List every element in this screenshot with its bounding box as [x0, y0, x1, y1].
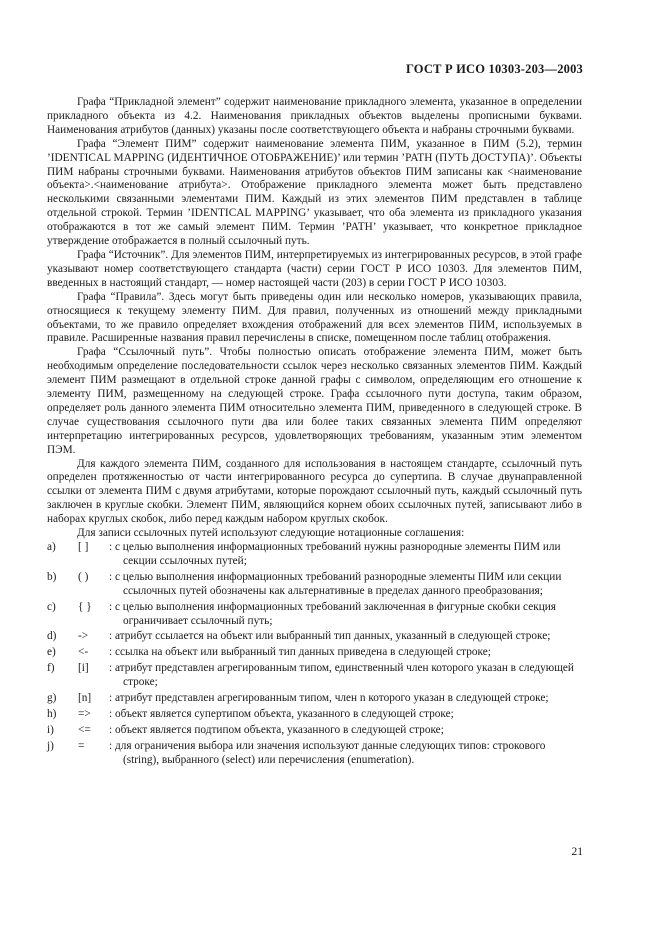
paragraph-application-element: Графа “Прикладной элемент” содержит наименование прикладного элемента, указанное в определении прикладного объекта из 4.2. Наименования прикладных объектов выделены прописными буквами. Наименования атрибутов (данных) указаны после соответствующего объекта и набраны строчными буквами. — [47, 96, 582, 136]
paragraph-source: Графа “Источник”. Для элементов ПИМ, интерпретируемых из интегрированных ресурсов, в этой графе указывают номер соответствующего стандарта (части) серии ГОСТ Р ИСО 10303. Для элементов ПИМ, введенных в настоящий стандарт, — номер настоящей части (203) в серии ГОСТ Р ИСО 10303. — [47, 248, 582, 289]
list-item-letter: d) — [47, 630, 57, 643]
list-item-letter: c) — [47, 600, 56, 613]
list-item — [47, 571, 582, 599]
paragraph-notation-intro: Для записи ссылочных путей используют следующие нотационные соглашения: — [77, 527, 465, 540]
list-item-text: : с целью выполнения информационных требований нужны разнородные элементы ПИМ или секции ссылочных путей; — [109, 541, 561, 567]
list-item-text: : для ограничения выбора или значения используют данные следующих типов: строкового (string), выбранного (select) или перечисления (enumeration). — [109, 739, 546, 766]
list-item — [47, 662, 582, 690]
list-item — [47, 740, 582, 768]
list-item-symbol: [n] — [78, 692, 92, 705]
list-item — [47, 724, 582, 738]
list-item — [47, 541, 582, 569]
list-item-symbol: ( ) — [78, 570, 89, 583]
list-item-letter: e) — [47, 646, 56, 659]
list-item — [47, 708, 582, 722]
notation-list — [47, 541, 582, 768]
list-item-text: : атрибут представлен агрегированным типом, единственный член которого указан в следующей строке; — [109, 662, 574, 689]
list-item-symbol: <= — [78, 723, 91, 736]
paragraph-bidirectional: Для каждого элемента ПИМ, созданного для использования в настоящем стандарте, ссылочный путь определен протяженностью от части интегрированного ресурса до супертипа. В случае двунаправленной ссылки от элемента ПИМ с двумя атрибутами, которые порождают ссылочный путь, каждый ссылочный путь заключен в круглые скобки. Элемент ПИМ, являющийся корнем обоих ссылочных путей, записывают либо в наборах круглых скобок, либо перед каждым набором круглых скобок. — [47, 457, 582, 526]
list-item-text: : ссылка на объект или выбранный тип данных приведена в следующей строке; — [109, 646, 491, 659]
paragraph-rules: Графа “Правила”. Здесь могут быть приведены один или несколько номеров, указывающих правила, относящиеся к текущему элементу ПИМ. Для правил, полученных из отношений между прикладными объектами, то же правило определяет вхождения отображений для всех элементов ПИМ, используемых в правиле. Расширенные названия правил перечислены в списке, помещенном после таблиц отображения. — [47, 290, 582, 345]
list-item-letter: i) — [47, 723, 54, 736]
list-item-text: : с целью выполнения информационных требований разнородные элементы ПИМ или секции ссылочных путей обозначены как альтернативные в пределах данного преобразования; — [109, 570, 562, 597]
list-item-text: : объект является супертипом объекта, указанного в следующей строке; — [109, 707, 454, 720]
page-body — [47, 96, 582, 770]
page-number: 21 — [571, 846, 583, 858]
list-item-text: : атрибут представлен агрегированным типом, член n которого указан в следующей строке; — [109, 692, 549, 705]
list-item-letter: a) — [47, 541, 56, 553]
list-item — [47, 601, 582, 629]
list-item-symbol: [i] — [78, 662, 89, 675]
list-item-symbol: => — [78, 707, 91, 720]
list-item-letter: b) — [47, 570, 57, 583]
list-item-text: : с целью выполнения информационных требований заключенная в фигурные скобки секция ограничивает ссылочный путь; — [109, 600, 556, 627]
list-item-symbol: <- — [78, 646, 89, 659]
list-item-text: : объект является подтипом объекта, указанного в следующей строке; — [109, 723, 444, 736]
list-item — [47, 630, 582, 644]
list-item-symbol: [ ] — [78, 541, 89, 553]
list-item — [47, 646, 582, 660]
list-item — [47, 692, 582, 706]
document-header: ГОСТ Р ИСО 10303-203—2003 — [405, 62, 583, 76]
list-item-letter: f) — [47, 662, 55, 675]
paragraph-reference-path: Графа “Ссылочный путь”. Чтобы полностью описать отображение элемента ПИМ, может быть необходимым определение последовательности ссылок через несколько связанных элементов ПИМ. Каждый элемент ПИМ размещают в отдельной строке данной графы с символом, определяющим его отношение к элементу ПИМ, размещенному на следующей строке. Графа ссылочного пути доступа, таким образом, определяет роль данного элемента ПИМ относительно элемента ПИМ, приведенного в следующей строке. В случае существования ссылочного пути два или более таких связанных элемента ПИМ определяют интерпретацию интегрированных ресурсов, удовлетворяющих требованиям, указанным этим элементом ПЭМ. — [47, 346, 582, 456]
list-item-letter: g) — [47, 692, 57, 705]
list-item-letter: j) — [47, 739, 54, 752]
list-item-symbol: = — [78, 739, 85, 752]
list-item-text: : атрибут ссылается на объект или выбранный тип данных, указанный в следующей строке; — [109, 630, 551, 643]
list-item-letter: h) — [47, 707, 57, 720]
list-item-symbol: -> — [78, 630, 89, 643]
paragraph-pim-element: Графа “Элемент ПИМ” содержит наименование элемента ПИМ, указанное в ПИМ (5.2), термин ’IDENTICAL MAPPING (ИДЕНТИЧНОЕ ОТОБРАЖЕНИЕ)’ или термин ’PATH (ПУТЬ ДОСТУПА)’. Объекты ПИМ набраны строчными буквами. Наименования атрибутов объектов ПИМ записаны как <наименование объекта>.<наименование атрибута>. Отображение прикладного элемента может быть представлено несколькими связанными элементами ПИМ. Каждый из этих элементов ПИМ представлен в таблице отдельной строкой. Термин ’IDENTICAL MAPPING’ указывает, что оба элемента из прикладного указания отображаются в тот же самый элемент ПИМ. Термин ’PATH’ указывает, что конкретное прикладное утверждение отображается в полный ссылочный путь. — [47, 137, 582, 248]
list-item-symbol: { } — [78, 600, 92, 613]
